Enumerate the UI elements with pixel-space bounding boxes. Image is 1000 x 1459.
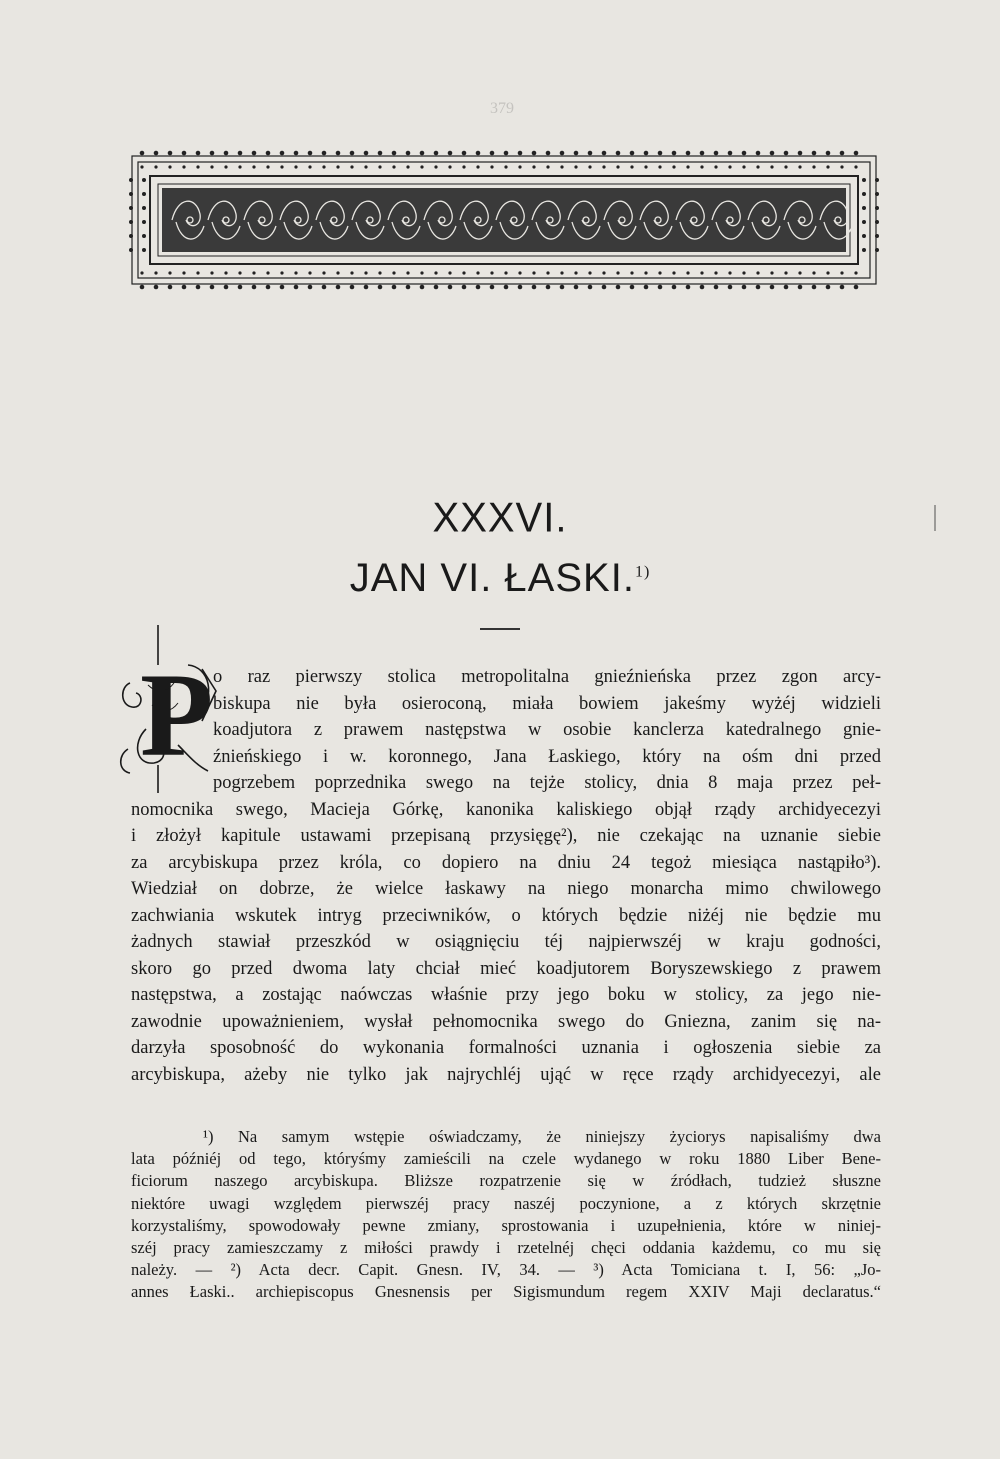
footnotes (131, 1126, 881, 1304)
body-line: i złożył kapitule ustawami przepisaną przysięgę²), nie czekając na uznanie siebie (131, 826, 881, 846)
body-line: źnieńskiego i w. koronnego, Jana Łaskiego, który na ośm dni przed (213, 746, 881, 767)
body-line: zawodnie upoważnieniem, wysłał pełnomocnika swego do Gniezna, zanim się na- (131, 1011, 881, 1032)
body-line: o raz pierwszy stolica metropolitalna gnieźnieńska przez zgon arcy- (213, 667, 881, 687)
body-line: koadjutora z prawem następstwa w osobie kanclerza katedralnego gnie- (213, 720, 881, 740)
decorative-banner-ornament (128, 150, 880, 290)
body-line: arcybiskupa, ażeby nie tylko jak najrychléj ująć w ręce rządy archidyecezyi, ale (131, 1064, 881, 1085)
body-line: żadnych stawiał przeszkód w osiągnięciu téj najpierwszéj w kraju godności, (131, 932, 881, 952)
body-line: Wiedział on dobrze, że wielce łaskawy na niego monarcha mimo chwilowego (131, 879, 881, 899)
footnote-line: należy. — ²) Acta decr. Capit. Gnesn. IV, 34. — ³) Acta Tomiciana t. I, 56: „Jo- (131, 1260, 881, 1280)
footnote-line: korzystaliśmy, spowodowały pewne zmiany, sprostowania i uzupełnienia, które w niniej- (131, 1215, 881, 1235)
body-line: biskupa nie była osieroconą, miała bowiem jakeśmy wyżéj widzieli (213, 693, 881, 714)
bleed-through-page-number: 379 (490, 100, 514, 117)
main-text (131, 664, 881, 1088)
chapter-title-footnote-ref: 1) (634, 563, 651, 581)
footnote-line: széj pracy zamieszczamy z miłości prawdy i rzetelnéj chęci oddania każdemu, co mu się (131, 1237, 881, 1257)
body-line: darzyła sposobność do wykonania formalności uznania i ogłoszenia siebie za (131, 1038, 881, 1058)
chapter-number: XXXVI. (432, 494, 568, 542)
footnote-line: lata późniéj od tego, któryśmy zamieścili na czele wydanego w roku 1880 Liber Bene- (131, 1149, 881, 1169)
body-line: skoro go przed dwoma laty chciał mieć koadjutorem Boryszewskiego z prawem (131, 958, 881, 979)
footnote-line: ficiorum naszego arcybiskupa. Bliższe rozpatrzenie się w źródłach, tudzież słuszne (131, 1171, 881, 1191)
chapter-title-text: JAN VI. ŁASKI. (349, 556, 635, 600)
footnote-line: niektóre uwagi względem pierwszéj pracy naszéj poczynione, a z których skrzętnie (131, 1193, 881, 1213)
body-line: zachwiania wskutek intryg przeciwników, o których będzie niżéj nie będzie mu (131, 905, 881, 926)
drop-cap-letter: P (140, 648, 214, 781)
title-rule (480, 628, 520, 630)
footnote-line: annes Łaski.. archiepiscopus Gnesnensis per Sigismundum regem XXIV Maji declaratus.“ (131, 1282, 881, 1302)
body-line: następstwa, a zostając naówczas właśnie przy jego boku w stolicy, za jego nie- (131, 985, 881, 1005)
chapter-title (0, 556, 1000, 601)
body-line: za arcybiskupa przez króla, co dopiero na dniu 24 tegoż miesiąca nastąpiło³). (131, 852, 881, 873)
body-line: nomocnika swego, Macieja Górkę, kanonika kaliskiego objął rządy archidyecezyi (131, 799, 881, 820)
body-line: pogrzebem poprzednika swego na tejże stolicy, dnia 8 maja przez peł- (213, 773, 881, 793)
footnote-line: ¹) Na samym wstępie oświadczamy, że niniejszy życiorys napisaliśmy dwa (203, 1127, 881, 1146)
